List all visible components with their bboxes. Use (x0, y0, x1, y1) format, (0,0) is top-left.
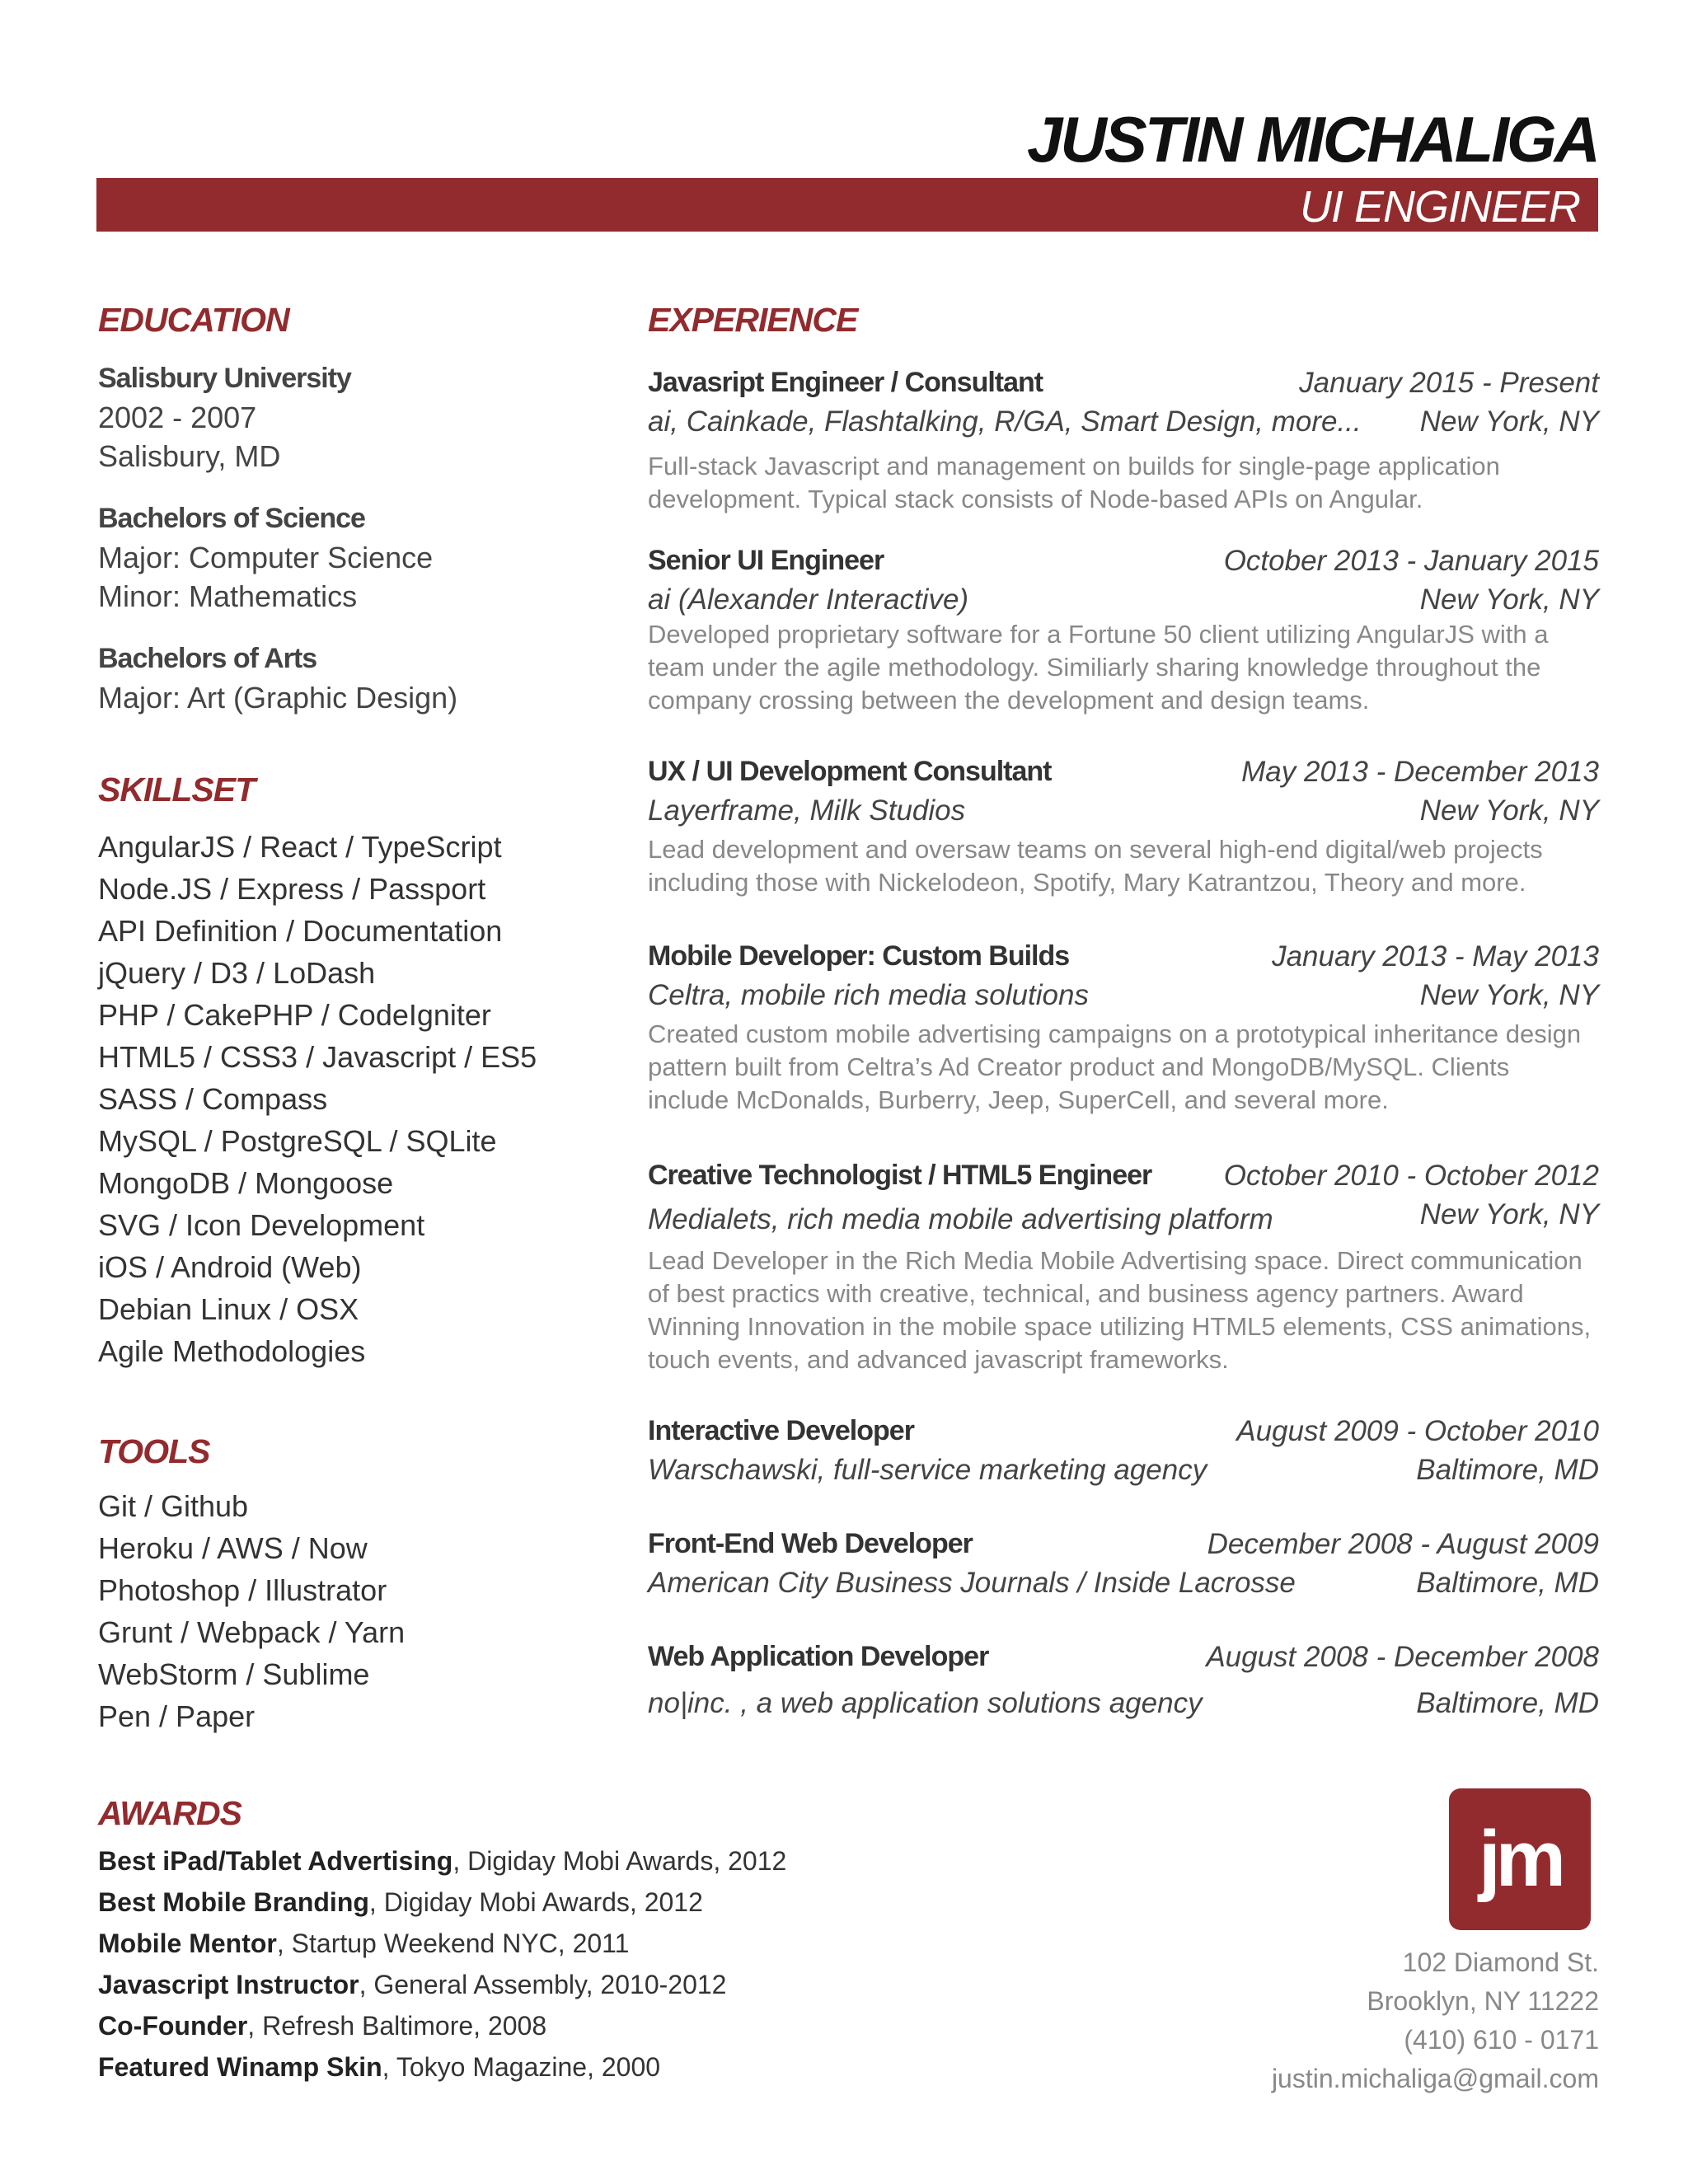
job-dates: October 2010 - October 2012 (1223, 1160, 1599, 1192)
awards-title: AWARDS (98, 1794, 241, 1832)
award-detail: , General Assembly, 2010-2012 (359, 1970, 727, 1999)
tool-item: Grunt / Webpack / Yarn (98, 1615, 406, 1649)
tool-item: Photoshop / Illustrator (98, 1573, 387, 1607)
job-location: New York, NY (1419, 405, 1599, 438)
skill-item: SASS / Compass (98, 1082, 328, 1116)
tool-item: Git / Github (98, 1489, 249, 1523)
award-detail: , Tokyo Magazine, 2000 (382, 2052, 661, 2082)
skillset-section (98, 773, 609, 1372)
award-detail: , Digiday Mobi Awards, 2012 (368, 1887, 703, 1917)
award-name: Mobile Mentor (98, 1929, 277, 1958)
award-name: Best iPad/Tablet Advertising (98, 1846, 453, 1876)
contact-address: 102 Diamond St. (1402, 1947, 1599, 1977)
experience-section (648, 303, 1599, 1721)
job-title: Creative Technologist / HTML5 Engineer (648, 1160, 1152, 1191)
award-detail: , Refresh Baltimore, 2008 (247, 2011, 547, 2041)
job-location: New York, NY (1419, 979, 1599, 1011)
tool-item: WebStorm / Sublime (98, 1657, 370, 1691)
job-location: New York, NY (1419, 583, 1599, 616)
degree-name: Bachelors of Arts (98, 643, 317, 674)
job-dates: December 2008 - August 2009 (1207, 1528, 1599, 1560)
education-line: Major: Art (Graphic Design) (98, 681, 458, 715)
award-item (98, 2046, 922, 2088)
tools-title: TOOLS (98, 1432, 210, 1470)
job-title: Web Application Developer (648, 1641, 989, 1672)
skill-item: HTML5 / CSS3 / Javascript / ES5 (98, 1040, 537, 1074)
job-company: no|inc. , a web application solutions agency (648, 1687, 1203, 1719)
tool-item: Heroku / AWS / Now (98, 1531, 368, 1565)
job-location: New York, NY (1419, 1198, 1599, 1230)
education-group (98, 640, 609, 717)
job-location: Baltimore, MD (1416, 1687, 1599, 1719)
education-section (98, 303, 609, 741)
experience-title: EXPERIENCE (648, 301, 858, 339)
contact-phone: (410) 610 - 0171 (1404, 2025, 1599, 2055)
skillset-title: SKILLSET (98, 771, 256, 808)
job-dates: August 2008 - December 2008 (1206, 1641, 1599, 1673)
job-location: Baltimore, MD (1416, 1454, 1599, 1486)
award-name: Featured Winamp Skin (98, 2052, 382, 2082)
job-location: Baltimore, MD (1416, 1567, 1599, 1599)
job-location: New York, NY (1419, 794, 1599, 827)
award-name: Javascript Instructor (98, 1970, 359, 1999)
education-line: Salisbury, MD (98, 439, 281, 473)
header-band (96, 178, 1598, 232)
job-title: Javasript Engineer / Consultant (648, 367, 1043, 398)
contact-block (1272, 1943, 1599, 2098)
skill-item: API Definition / Documentation (98, 914, 503, 948)
job-company: Layerframe, Milk Studios (648, 794, 966, 827)
education-line: 2002 - 2007 (98, 401, 257, 434)
job-company: Warschawski, full-service marketing agency (648, 1454, 1207, 1486)
skill-item: SVG / Icon Development (98, 1208, 425, 1242)
degree-name: Bachelors of Science (98, 503, 365, 534)
job-company: ai (Alexander Interactive) (648, 583, 969, 616)
job-title: Mobile Developer: Custom Builds (648, 940, 1070, 972)
job-dates: August 2009 - October 2010 (1236, 1415, 1599, 1447)
contact-city: Brooklyn, NY 11222 (1367, 1986, 1599, 2016)
award-detail: , Startup Weekend NYC, 2011 (276, 1929, 630, 1958)
job-description: Developed proprietary software for a Fortune 50 client utilizing AngularJS with a team under the agile methodology. Similiarly sharing knowledge throughout the company crossing between the development and design teams. (648, 620, 1549, 715)
skill-item: PHP / CakePHP / CodeIgniter (98, 998, 491, 1032)
skill-item: MongoDB / Mongoose (98, 1166, 394, 1200)
education-group (98, 359, 609, 476)
award-item (98, 1840, 922, 1882)
contact-email[interactable]: justin.michaliga@gmail.com (1271, 2064, 1599, 2093)
award-name: Best Mobile Branding (98, 1887, 369, 1917)
award-item (98, 1964, 922, 2005)
job-title: Front-End Web Developer (648, 1528, 973, 1559)
job-company: Celtra, mobile rich media solutions (648, 979, 1089, 1011)
job-title: Senior UI Engineer (648, 545, 884, 576)
job-title: Interactive Developer (648, 1415, 914, 1446)
tool-item: Pen / Paper (98, 1699, 256, 1733)
award-item (98, 1882, 922, 1923)
job-dates: October 2013 - January 2015 (1223, 545, 1599, 577)
job-dates: January 2013 - May 2013 (1272, 940, 1599, 972)
logo-text: jm (1478, 1815, 1562, 1903)
job-description: Full-stack Javascript and management on builds for single-page application development. Typical stack consists of Node-based APIs on Angular. (648, 452, 1500, 513)
education-line: Minor: Mathematics (98, 579, 358, 613)
job-dates: January 2015 - Present (1299, 367, 1599, 399)
education-title: EDUCATION (98, 301, 289, 339)
skill-item: Debian Linux / OSX (98, 1292, 359, 1326)
job-company: Medialets, rich media mobile advertising platform (648, 1203, 1273, 1235)
job-role: UI ENGINEER (1299, 182, 1580, 232)
job-company: ai, Cainkade, Flashtalking, R/GA, Smart Design, more... (648, 405, 1362, 438)
award-name: Co-Founder (98, 2011, 248, 2041)
education-line: Major: Computer Science (98, 541, 434, 574)
job-description: Created custom mobile advertising campaigns on a prototypical inheritance design pattern built from Celtra’s Ad Creator product and MongoDB/MySQL. Clients include McDonalds, Burberry, Jeep, SuperCell, and several more. (648, 1019, 1582, 1114)
skill-item: MySQL / PostgreSQL / SQLite (98, 1124, 497, 1158)
award-item (98, 2005, 922, 2046)
skill-item: iOS / Android (Web) (98, 1250, 362, 1284)
resume-name: JUSTIN MICHALIGA (1027, 103, 1598, 176)
award-detail: , Digiday Mobi Awards, 2012 (452, 1846, 787, 1876)
skill-item: Node.JS / Express / Passport (98, 872, 486, 906)
job-company: American City Business Journals / Inside Lacrosse (648, 1567, 1296, 1599)
job-title: UX / UI Development Consultant (648, 756, 1052, 787)
job-dates: May 2013 - December 2013 (1241, 756, 1599, 788)
school-name: Salisbury University (98, 363, 351, 394)
skill-item: jQuery / D3 / LoDash (98, 956, 376, 990)
jm-logo (1449, 1788, 1591, 1930)
job-description: Lead development and oversaw teams on several high-end digital/web projects including those with Nickelodeon, Spotify, Mary Katrantzou, Theory and more. (648, 835, 1543, 897)
job-description: Lead Developer in the Rich Media Mobile Advertising space. Direct communication of best practics with creative, technical, and business agency partners. Award Winning Innovation in the mobile space utilizing HTML5 elements, CSS animations, touch events, and advanced javascript frameworks. (648, 1246, 1592, 1374)
tools-section (98, 1432, 609, 1737)
award-item (98, 1923, 922, 1964)
skill-item: AngularJS / React / TypeScript (98, 830, 502, 864)
awards-section (98, 1794, 922, 2088)
skill-item: Agile Methodologies (98, 1334, 366, 1368)
education-group (98, 499, 609, 616)
